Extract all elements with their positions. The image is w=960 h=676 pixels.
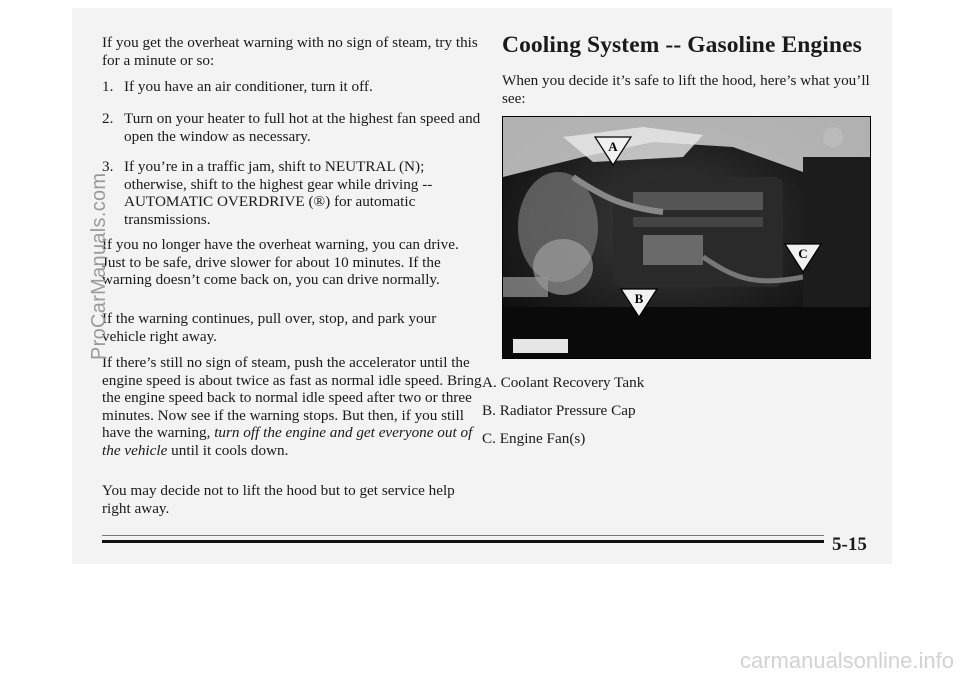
hood-intro: When you decide it’s safe to lift the hood, here’s what you’ll see: [502,72,870,107]
section-heading: Cooling System -- Gasoline Engines [502,32,862,58]
legend-letter: B. [482,402,496,419]
svg-text:B: B [634,291,644,306]
legend-item-a [482,374,644,392]
engine-illustration [503,117,870,358]
no-steam-paragraph [102,354,482,460]
warning-continues-paragraph: If the warning continues, pull over, stop, and park your vehicle right away. [102,310,437,345]
no-steam-text-end: until it cools down. [167,441,289,459]
step-3 [102,158,482,230]
step-text: If you have an air conditioner, turn it off. [124,78,373,95]
engine-compartment-photo [502,116,871,359]
service-paragraph: You may decide not to lift the hood but to get service help right away. [102,482,455,517]
legend-item-c [482,430,585,448]
no-steam-text: If there’s still no sign of steam, push the accelerator until the engine speed is about twice as fast as normal idle speed. Bring the engine speed back to normal idle speed after two or three minutes. Now see if the warning stops. But then, if you still have the warning, [102,354,482,442]
step-number: 1. [102,78,114,95]
legend-text: Radiator Pressure Cap [499,402,636,419]
page-number: 5-15 [832,534,867,555]
step-1 [102,78,482,96]
legend-letter: C. [482,430,496,447]
overheat-intro: If you get the overheat warning with no sign of steam, try this for a minute or so: [102,34,478,69]
step-number: 2. [102,110,114,127]
no-warning-paragraph: If you no longer have the overheat warning, you can drive. Just to be safe, drive slower for about 10 minutes. If the warning doesn’t come back on, you can drive normally. [102,236,459,289]
legend-item-b [482,402,636,420]
svg-text:C: C [798,246,808,261]
legend-letter: A. [482,374,497,391]
step-text: Turn on your heater to full hot at the highest fan speed and open the window as necessary. [124,110,481,145]
side-watermark: ProCarManuals.com [88,172,110,360]
svg-text:A: A [608,139,618,154]
step-number: 3. [102,158,114,175]
footer-rule [102,540,824,543]
step-2 [102,110,482,146]
bottom-watermark: carmanualsonline.info [739,648,954,673]
step-text: If you’re in a traffic jam, shift to NEUTRAL (N); otherwise, shift to the highest gear while driving -- AUTOMATIC OVERDRIVE (®) for automatic transmissions. [124,158,433,228]
manual-page [72,8,892,564]
legend-text: Engine Fan(s) [499,430,586,447]
legend-text: Coolant Recovery Tank [500,374,645,391]
no-steam-emphasis: turn off the engine and get everyone out of the vehicle [102,424,473,459]
footer-rule-thin [102,535,824,536]
